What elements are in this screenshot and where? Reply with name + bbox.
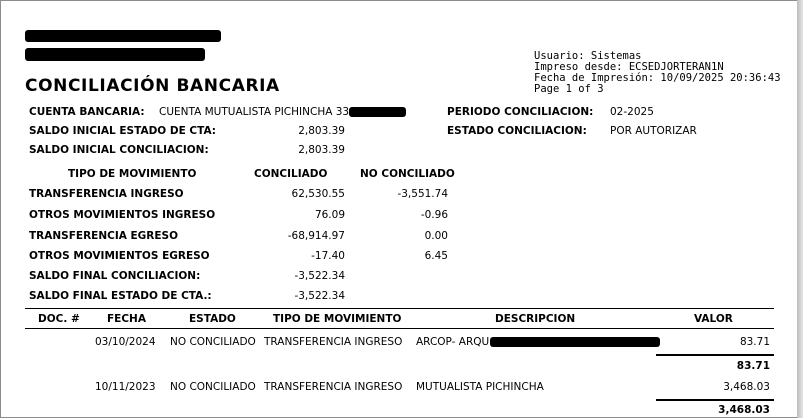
summary-row-reconciled: 76.09 <box>314 209 345 221</box>
summary-row-label: TRANSFERENCIA EGRESO <box>29 230 179 242</box>
account-label: CUENTA BANCARIA: <box>29 106 145 118</box>
detail-row-status: NO CONCILIADO <box>170 336 256 348</box>
summary-row-unreconciled: -0.96 <box>420 209 448 221</box>
period-value: 02-2025 <box>610 106 654 118</box>
summary-row-label: OTROS MOVIMIENTOS INGRESO <box>29 209 216 221</box>
reconciliation-status-value: POR AUTORIZAR <box>610 125 697 137</box>
final-balance-reconciliation-value: -3,522.34 <box>294 270 345 282</box>
reconciliation-status-label: ESTADO CONCILIACION: <box>447 125 587 137</box>
redacted-description <box>490 337 660 347</box>
detail-header-doc: DOC. # <box>38 313 80 325</box>
initial-balance-reconciliation-value: 2,803.39 <box>298 144 345 156</box>
subtotal-rule <box>656 399 774 401</box>
redacted-account-number <box>349 107 406 117</box>
detail-row-description: MUTUALISTA PICHINCHA <box>416 381 544 393</box>
final-balance-statement-value: -3,522.34 <box>294 290 345 302</box>
summary-row-reconciled: 62,530.55 <box>291 188 345 200</box>
account-value: CUENTA MUTUALISTA PICHINCHA 33 <box>159 106 350 118</box>
summary-row-reconciled: -68,914.97 <box>287 230 345 242</box>
detail-header-date: FECHA <box>107 313 146 325</box>
detail-row-type: TRANSFERENCIA INGRESO <box>264 336 403 348</box>
summary-row-unreconciled: 6.45 <box>424 250 448 262</box>
detail-header-bottom-rule <box>25 328 774 329</box>
redacted-company-name <box>25 30 221 42</box>
detail-row-value: 83.71 <box>739 336 770 348</box>
detail-header-status: ESTADO <box>189 313 236 325</box>
summary-row-unreconciled: 0.00 <box>424 230 448 242</box>
detail-row-description: ARCOP- ARQU <box>416 336 490 348</box>
detail-header-value: VALOR <box>694 313 733 325</box>
summary-row-label: TRANSFERENCIA INGRESO <box>29 188 184 200</box>
detail-header-type: TIPO DE MOVIMIENTO <box>273 313 402 325</box>
detail-row-value: 3,468.03 <box>723 381 770 393</box>
print-user: Usuario: Sistemas <box>534 50 642 62</box>
detail-row-subtotal: 3,468.03 <box>718 404 770 416</box>
detail-row-status: NO CONCILIADO <box>170 381 256 393</box>
final-balance-reconciliation-label: SALDO FINAL CONCILIACION: <box>29 270 201 282</box>
summary-row-reconciled: -17.40 <box>311 250 345 262</box>
detail-row-subtotal: 83.71 <box>736 360 770 372</box>
detail-header-description: DESCRIPCION <box>495 313 576 325</box>
detail-header-top-rule <box>25 308 774 309</box>
initial-balance-statement-value: 2,803.39 <box>298 125 345 137</box>
redacted-company-address <box>25 48 205 61</box>
print-station: Impreso desde: ECSEDJORTERAN1N <box>534 61 724 73</box>
detail-row-date: 03/10/2024 <box>95 336 156 348</box>
detail-row-type: TRANSFERENCIA INGRESO <box>264 381 403 393</box>
summary-row-unreconciled: -3,551.74 <box>397 188 448 200</box>
page-number: Page 1 of 3 <box>534 83 604 95</box>
report-title: CONCILIACIÓN BANCARIA <box>25 76 280 96</box>
summary-header-reconciled: CONCILIADO <box>254 168 328 180</box>
initial-balance-reconciliation-label: SALDO INICIAL CONCILIACION: <box>29 144 209 156</box>
summary-row-label: OTROS MOVIMIENTOS EGRESO <box>29 250 210 262</box>
period-label: PERIODO CONCILIACION: <box>447 106 594 118</box>
summary-header-type: TIPO DE MOVIMIENTO <box>68 168 197 180</box>
summary-header-unreconciled: NO CONCILIADO <box>360 168 455 180</box>
initial-balance-statement-label: SALDO INICIAL ESTADO DE CTA: <box>29 125 216 137</box>
final-balance-statement-label: SALDO FINAL ESTADO DE CTA.: <box>29 290 212 302</box>
print-date: Fecha de Impresión: 10/09/2025 20:36:43 <box>534 72 781 84</box>
page-shadow <box>797 0 803 418</box>
detail-row-date: 10/11/2023 <box>95 381 156 393</box>
subtotal-rule <box>656 354 774 356</box>
